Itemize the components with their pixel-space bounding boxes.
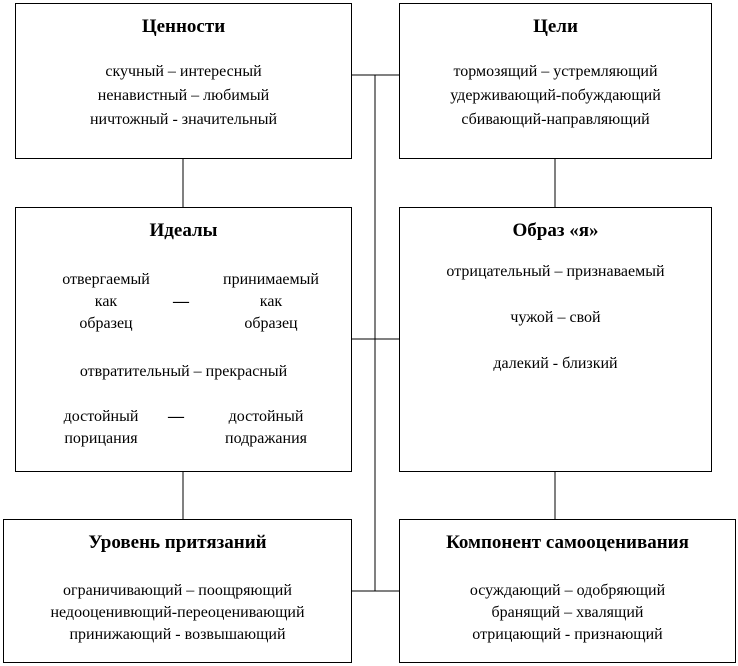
self-image-line-2: чужой – свой bbox=[510, 309, 601, 326]
ideals-pair1-left bbox=[36, 269, 176, 335]
self-eval-box bbox=[399, 519, 736, 663]
ideals-pair2-left-1: достойный bbox=[63, 408, 139, 425]
self-eval-line-2: бранящий – хвалящий bbox=[491, 604, 644, 621]
self-image-title: Образ «я» bbox=[512, 220, 599, 241]
values-lines bbox=[16, 60, 351, 132]
values-line-3: ничтожный - значительный bbox=[89, 111, 277, 128]
goals-title: Цели bbox=[533, 16, 578, 37]
ideals-pair1-left-3: образец bbox=[79, 315, 133, 332]
ideals-pair2-right-1: достойный bbox=[228, 408, 304, 425]
goals-box bbox=[399, 3, 712, 159]
ideals-pair1-right-1: принимаемый bbox=[223, 271, 319, 288]
ideals-pair2-right-2: подражания bbox=[225, 430, 307, 447]
aspiration-line-1: ограничивающий – поощряющий bbox=[63, 582, 292, 599]
ideals-pair1-right bbox=[196, 269, 346, 335]
ideals-box bbox=[15, 207, 352, 472]
self-eval-title: Компонент самооценивания bbox=[446, 532, 689, 553]
ideals-pair1-dash: — bbox=[173, 293, 189, 310]
goals-line-1: тормозящий – устремляющий bbox=[453, 63, 658, 80]
ideals-pair-accepted bbox=[16, 269, 351, 335]
self-eval-lines bbox=[400, 580, 735, 646]
self-image-line-3: далекий - близкий bbox=[493, 355, 618, 372]
aspiration-box bbox=[3, 519, 352, 663]
ideals-pair2-left bbox=[41, 406, 161, 450]
values-line-2: ненавистный – любимый bbox=[97, 87, 270, 104]
self-image-box bbox=[399, 207, 712, 472]
aspiration-line-3: принижающий - возвышающий bbox=[69, 626, 286, 643]
ideals-pair1-left-2: как bbox=[94, 293, 118, 310]
aspiration-lines bbox=[4, 580, 351, 646]
aspiration-line-2: недооценивющий-переоценивающий bbox=[50, 604, 305, 621]
ideals-pair1-left-1: отвергаемый bbox=[62, 271, 150, 288]
values-title: Ценности bbox=[141, 16, 226, 37]
goals-line-2: удерживающий-побуждающий bbox=[450, 87, 661, 104]
goals-line-3: сбивающий-направляющий bbox=[461, 111, 650, 128]
ideals-pair2-right bbox=[201, 406, 331, 450]
self-eval-line-3: отрицающий - признающий bbox=[472, 626, 663, 643]
self-eval-line-1: осуждающий – одобряющий bbox=[469, 582, 666, 599]
self-image-line-1: отрицательный – признаваемый bbox=[446, 263, 665, 280]
ideals-title: Идеалы bbox=[149, 220, 218, 241]
ideals-pair2-left-2: порицания bbox=[64, 430, 138, 447]
ideals-pair1-right-2: как bbox=[259, 293, 283, 310]
ideals-pair2-dash: — bbox=[168, 408, 184, 425]
goals-lines bbox=[400, 60, 711, 132]
ideals-pair1-right-3: образец bbox=[244, 315, 298, 332]
aspiration-title: Уровень притязаний bbox=[88, 532, 267, 553]
values-box bbox=[15, 3, 352, 159]
ideals-pair-worthy bbox=[16, 406, 351, 450]
ideals-line: отвратительный – прекрасный bbox=[79, 363, 288, 380]
values-line-1: скучный – интересный bbox=[105, 63, 262, 80]
